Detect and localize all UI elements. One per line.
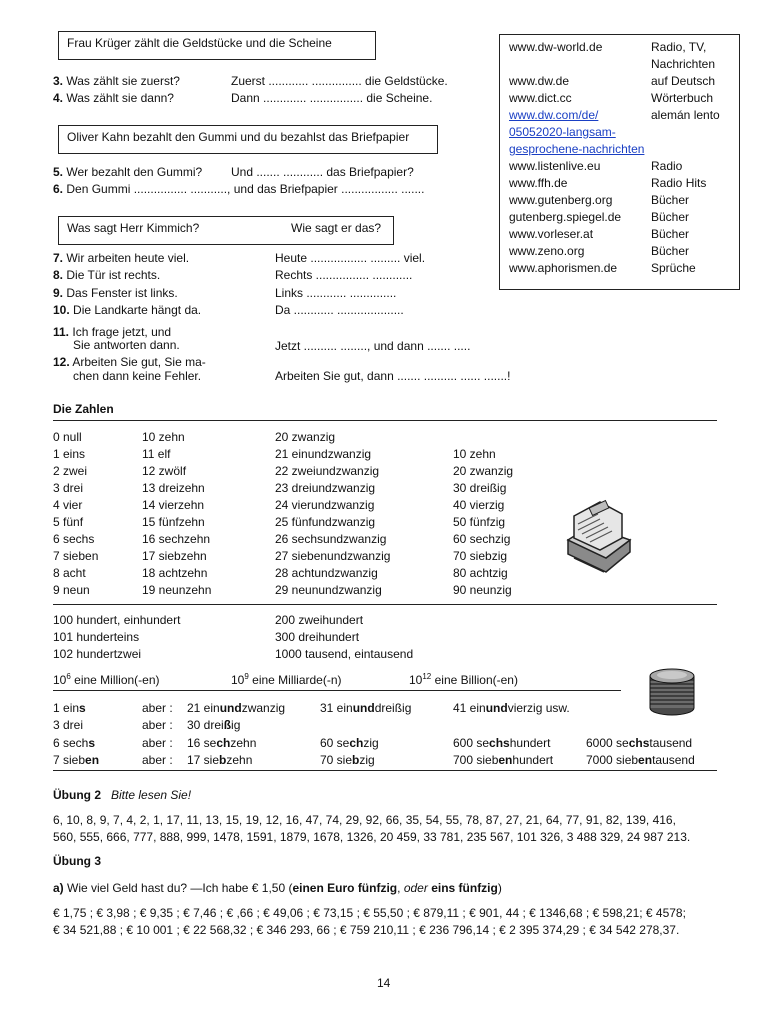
link-zeno[interactable]: www.zeno.org (509, 244, 585, 258)
question-4: 4. Was zählt sie dann? (53, 91, 174, 105)
answer-5: Und ....... ............ das Briefpapier? (231, 165, 414, 179)
hundreds-right: 200 zweihundert 300 dreihundert 1000 tausend, eintausend (275, 613, 414, 661)
question-11-cont: Sie antworten dann. (73, 338, 180, 352)
answer-9: Links ............ .............. (275, 286, 397, 300)
million-label: $10^6$ eine Million(-en) (53, 672, 160, 687)
divider (53, 770, 717, 771)
box-title: Frau Krüger zählt die Geldstücke und die Scheine (67, 36, 332, 50)
answer-10: Da ............ .................... (275, 303, 404, 317)
heading-box-kimmich (58, 216, 394, 245)
link-dw-langsam[interactable]: www.dw.com/de/ (509, 108, 599, 122)
hundreds-left: 100 hundert, einhundert 101 hunderteins 102 hundertzwei (53, 613, 181, 661)
question-9: 9. Das Fenster ist links. (53, 286, 178, 300)
link-listenlive[interactable]: www.listenlive.eu (509, 159, 601, 173)
divider (53, 420, 717, 421)
answer-3: Zuerst ............ ............... die Geldstücke. (231, 74, 448, 88)
aber-row-2: 3 drei (53, 718, 84, 732)
cash-register-icon (560, 496, 634, 576)
aber-row-1: 1 eins (53, 701, 86, 715)
exercise-3-line-2: € 34 521,88 ; € 10 001 ; € 22 568,32 ; € 346 293, 66 ; € 759 210,11 ; € 236 796,14 ; € 2 395 374,29 ; € 34 542 278,37. (53, 923, 680, 937)
link-dw-langsam-3[interactable]: gesprochene-nachrichten (509, 142, 645, 156)
question-7: 7. Wir arbeiten heute viel. (53, 251, 190, 265)
numbers-col-tens: 10 zehn 20 zwanzig 30 dreißig 40 vierzig 50 fünfzig 60 sechzig 70 siebzig 80 achtzig 90 neunzig (453, 447, 514, 597)
link-gutenberg[interactable]: www.gutenberg.org (509, 193, 613, 207)
exercise-2-line-1: 6, 10, 8, 9, 7, 4, 2, 1, 17, 11, 13, 15, 19, 12, 16, 47, 74, 29, 92, 66, 35, 54, 55, 78, 87, 27, 21, 64, 77, 91, 82, 139, 416, (53, 813, 676, 827)
exercise-3-title: Übung 3 (53, 854, 101, 868)
exercise-2-line-2: 560, 555, 666, 777, 888, 999, 1478, 1591, 1879, 1678, 1326, 20 459, 33 781, 235 567, 101 326, 3 488 329, 24 987 213. (53, 830, 691, 844)
section-title-zahlen: Die Zahlen (53, 402, 114, 416)
box-title-right: Wie sagt er das? (291, 221, 382, 235)
billion-label: $10^{12}$ eine Billion(-en) (409, 672, 518, 687)
exercise-3-question: a) Wie viel Geld hast du? —Ich habe € 1,50 (einen Euro fünfzig, oder eins fünfzig) (53, 881, 502, 895)
link-aphorismen[interactable]: www.aphorismen.de (509, 261, 618, 275)
numbers-col-0-9: 0 null 1 eins 2 zwei 3 drei 4 vier 5 fünf 6 sechs 7 sieben 8 acht 9 neun (53, 430, 99, 597)
answer-4: Dann ............. ................ die Scheine. (231, 91, 433, 105)
question-12-cont: chen dann keine Fehler. (73, 369, 202, 383)
link-gutenberg-spiegel[interactable]: gutenberg.spiegel.de (509, 210, 622, 224)
answer-11: Jetzt .......... ........, und dann ....... ..... (275, 339, 471, 353)
link-dw-world[interactable]: www.dw-world.de (509, 40, 603, 54)
link-dict[interactable]: www.dict.cc (509, 91, 572, 105)
exercise-3-line-1: € 1,75 ; € 3,98 ; € 9,35 ; € 7,46 ; € ,66 ; € 49,06 ; € 73,15 ; € 55,50 ; € 879,11 ; € 901, 44 ; € 1346,68 ; € 598,21; € 4578; (53, 906, 686, 920)
box-title: Oliver Kahn bezahlt den Gummi und du bezahlst das Briefpapier (67, 130, 410, 144)
aber-row-3: 6 sechs (53, 736, 96, 750)
milliarde-label: $10^9$ eine Milliarde(-n) (231, 672, 342, 687)
question-11: 11. Ich frage jetzt, und (53, 325, 172, 339)
question-12: 12. Arbeiten Sie gut, Sie ma- (53, 355, 206, 369)
divider (53, 690, 621, 691)
link-dw-langsam-2[interactable]: 05052020-langsam- (509, 125, 616, 139)
links-box: www.dw-world.de Radio, TV, Nachrichten www.dw.de auf Deutsch www.dict.cc Wörterbuch www.dw.com/de/ alemán lento 05052020-langsam- gesprochene-nachrichten www.listenlive.eu Radio www.ffh.de Radio Hits www.gutenberg.org Bücher gutenberg.spiegel.de Bücher www.vorleser.at Bücher www.zeno.org Bücher www.aphorismen.de Sprüche (499, 34, 740, 290)
question-8: 8. Die Tür ist rechts. (53, 268, 161, 282)
link-ffh[interactable]: www.ffh.de (509, 176, 568, 190)
coins-icon (640, 660, 704, 720)
link-vorleser[interactable]: www.vorleser.at (509, 227, 594, 241)
question-5: 5. Wer bezahlt den Gummi? (53, 165, 203, 179)
question-3: 3. Was zählt sie zuerst? (53, 74, 180, 88)
answer-12: Arbeiten Sie gut, dann ....... .......... ...... .......! (275, 369, 511, 383)
divider (53, 604, 717, 605)
box-title-left: Was sagt Herr Kimmich? (67, 221, 200, 235)
numbers-col-10-19: 10 zehn 11 elf 12 zwölf 13 dreizehn 14 vierzehn 15 fünfzehn 16 sechzehn 17 siebzehn 18 achtzehn 19 neunzehn (142, 430, 212, 597)
question-6: 6. Den Gummi ................ ..........., und das Briefpapier ................. ....... (53, 182, 425, 196)
answer-7: Heute ................. ......... viel. (275, 251, 426, 265)
heading-box-krueger (58, 31, 376, 60)
page-number: 14 (377, 976, 391, 990)
heading-box-kahn (58, 125, 438, 154)
numbers-col-20-29: 20 zwanzig 21 einundzwanzig 22 zweiundzwanzig 23 dreiundzwanzig 24 vierundzwanzig 25 fünfundzwanzig 26 sechsundzwanzig 27 siebenundzwanzig 28 achtundzwanzig 29 neunundzwanzig (275, 430, 391, 597)
question-10: 10. Die Landkarte hängt da. (53, 303, 202, 317)
aber-row-4: 7 sieben (53, 753, 100, 767)
exercise-2-title: Übung 2 Bitte lesen Sie! (53, 788, 192, 802)
answer-8: Rechts ................ ............ (275, 268, 413, 282)
link-dw[interactable]: www.dw.de (509, 74, 570, 88)
